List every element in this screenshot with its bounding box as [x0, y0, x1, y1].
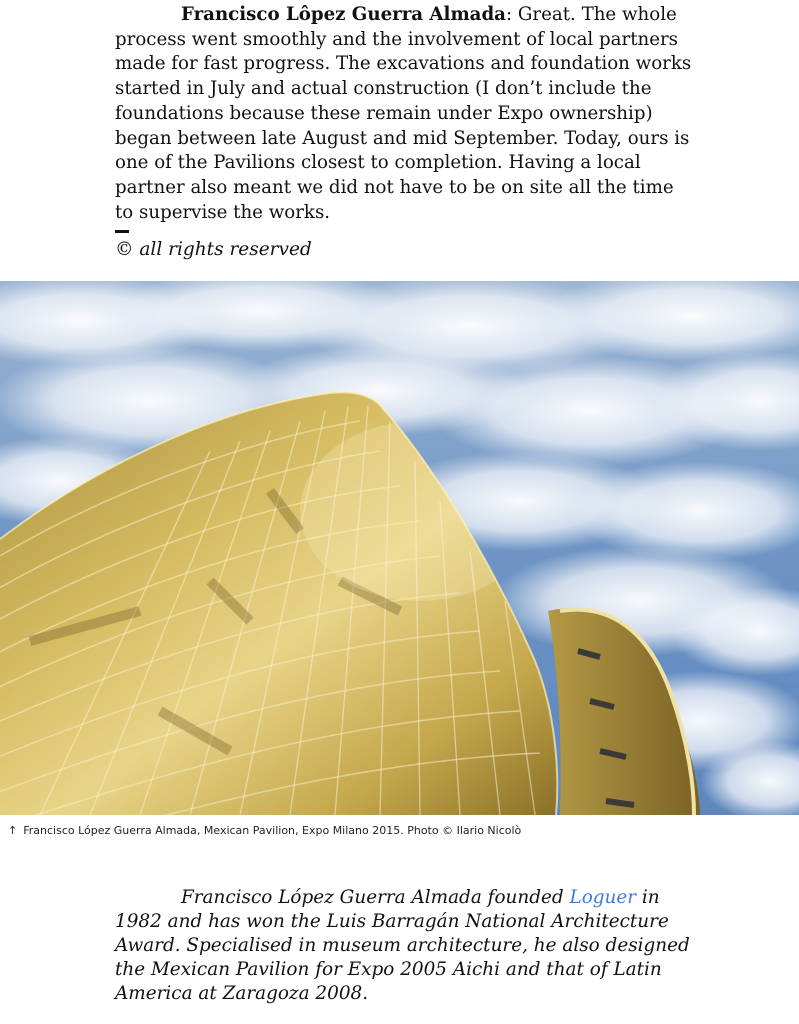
up-arrow-icon: ↑	[8, 824, 18, 837]
pavilion-photo	[0, 281, 799, 815]
answer-text: Great. The whole process went smoothly and the involvement of local partners made for fast progress. The excavations and foundation works started in July and actual construction (I don’t include the foundations because these remain under Expo ownership) began between late August and mid September. Today, ours is one of the Pavilions closest to completion. Having a local partner also meant we did not have to be on site all the time to supervise the works.	[115, 4, 692, 223]
loguer-link[interactable]: Loguer	[569, 887, 637, 908]
speaker-separator: :	[505, 4, 513, 25]
author-bio	[115, 886, 695, 1006]
speaker-name: Francisco Lôpez Guerra Almada	[181, 4, 506, 25]
bio-text-end: in 1982 and has won the Luis Barragán National Architecture Award. Specialised in museum architecture, he also designed the Mexican Pavilion for Expo 2005 Aichi and that of Latin America at Zaragoza 2008.	[115, 887, 690, 1004]
bio-text-start: Francisco López Guerra Almada founded	[181, 887, 570, 908]
interview-answer	[115, 3, 695, 225]
rights-notice: © all rights reserved	[115, 239, 312, 260]
photo-caption	[8, 823, 521, 839]
divider-dash	[115, 230, 129, 233]
caption-text: Francisco López Guerra Almada, Mexican Pavilion, Expo Milano 2015. Photo © Ilario Nicolò	[23, 824, 522, 837]
